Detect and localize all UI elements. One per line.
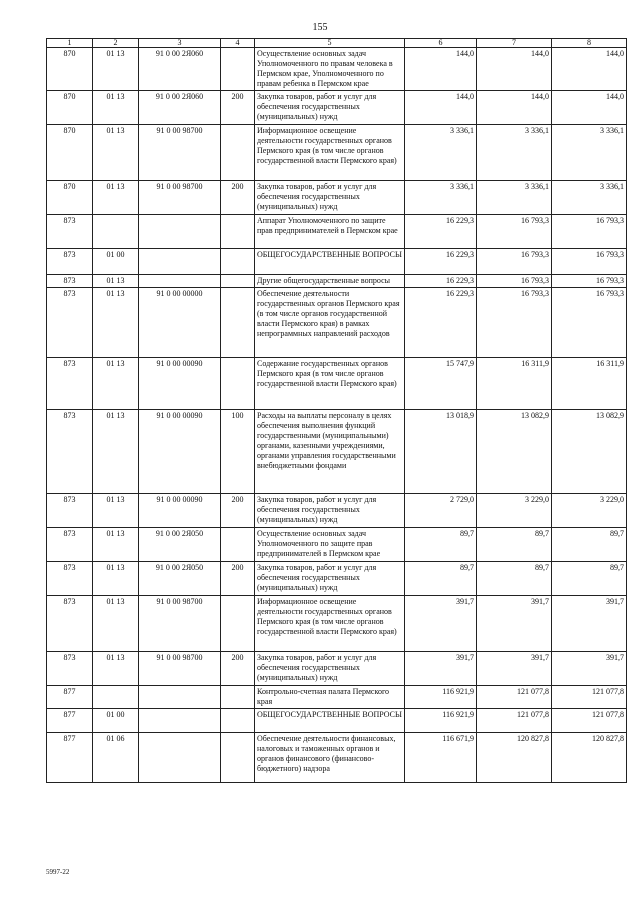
column-header: 8	[552, 39, 627, 48]
table-row	[47, 275, 627, 288]
table-cell: 120 827,8	[477, 733, 552, 783]
table-cell: 873	[47, 249, 93, 275]
table-cell: 01 13	[93, 288, 139, 358]
column-header: 7	[477, 39, 552, 48]
table-cell: Закупка товаров, работ и услуг для обеспечения государственных (муниципальных) нужд	[255, 91, 405, 125]
table-row	[47, 410, 627, 494]
table-row	[47, 494, 627, 528]
table-cell: 16 229,3	[405, 249, 477, 275]
table-cell: 391,7	[477, 652, 552, 686]
table-cell: 391,7	[552, 652, 627, 686]
table-row	[47, 125, 627, 181]
table-cell: 100	[221, 410, 255, 494]
table-cell: 144,0	[552, 48, 627, 91]
column-header: 3	[139, 39, 221, 48]
table-cell	[221, 709, 255, 733]
table-cell: 89,7	[552, 562, 627, 596]
table-row	[47, 596, 627, 652]
table-row	[47, 91, 627, 125]
table-cell: Другие общегосударственные вопросы	[255, 275, 405, 288]
table-cell: 870	[47, 181, 93, 215]
table-cell	[221, 686, 255, 709]
table-cell: 01 13	[93, 528, 139, 562]
table-cell: 13 082,9	[477, 410, 552, 494]
table-cell: 91 0 00 98700	[139, 652, 221, 686]
table-cell: 144,0	[477, 91, 552, 125]
table-cell: 91 0 00 00090	[139, 410, 221, 494]
column-header: 6	[405, 39, 477, 48]
table-cell	[221, 125, 255, 181]
table-cell: Информационное освещение деятельности государственных органов Пермского края (в том числе органов государственной власти Пермского края)	[255, 125, 405, 181]
table-cell: 91 0 00 2Я050	[139, 562, 221, 596]
table-cell: 873	[47, 288, 93, 358]
table-cell: 873	[47, 358, 93, 410]
table-cell: 121 077,8	[477, 709, 552, 733]
table-cell: 873	[47, 494, 93, 528]
table-cell: Содержание государственных органов Пермского края (в том числе органов государственной власти Пермского края)	[255, 358, 405, 410]
table-cell: 391,7	[552, 596, 627, 652]
table-cell: 16 793,3	[552, 275, 627, 288]
table-cell: 01 13	[93, 275, 139, 288]
table-cell: 13 018,9	[405, 410, 477, 494]
table-cell	[221, 528, 255, 562]
table-cell: 3 336,1	[405, 181, 477, 215]
table-cell: Расходы на выплаты персоналу в целях обеспечения выполнения функций государственными (муниципальными) органами, казенными учреждениями, органами управления государственными внебюджетными фондами	[255, 410, 405, 494]
table-cell: 89,7	[477, 528, 552, 562]
table-cell: 200	[221, 91, 255, 125]
table-cell: Закупка товаров, работ и услуг для обеспечения государственных (муниципальных) нужд	[255, 652, 405, 686]
table-row	[47, 686, 627, 709]
table-cell: 3 229,0	[477, 494, 552, 528]
table-cell	[139, 249, 221, 275]
table-cell: 3 336,1	[405, 125, 477, 181]
table-cell: 873	[47, 215, 93, 249]
table-cell	[221, 733, 255, 783]
table-cell: 120 827,8	[552, 733, 627, 783]
table-cell: 89,7	[552, 528, 627, 562]
table-cell: 3 336,1	[552, 125, 627, 181]
table-cell: 91 0 00 2Я050	[139, 528, 221, 562]
table-cell: 91 0 00 2Я060	[139, 48, 221, 91]
table-cell	[221, 358, 255, 410]
table-cell: 391,7	[405, 596, 477, 652]
table-cell	[221, 275, 255, 288]
table-cell	[139, 275, 221, 288]
table-cell: 3 336,1	[552, 181, 627, 215]
table-cell: 16 229,3	[405, 275, 477, 288]
table-cell: Осуществление основных задач Уполномоченного по защите прав предпринимателей в Пермском крае	[255, 528, 405, 562]
table-cell	[139, 733, 221, 783]
table-cell: 16 793,3	[477, 288, 552, 358]
column-header: 1	[47, 39, 93, 48]
table-cell: 01 13	[93, 358, 139, 410]
table-cell	[139, 686, 221, 709]
table-cell: Закупка товаров, работ и услуг для обеспечения государственных (муниципальных) нужд	[255, 494, 405, 528]
table-cell: 877	[47, 686, 93, 709]
table-row	[47, 562, 627, 596]
table-cell: 91 0 00 2Я060	[139, 91, 221, 125]
table-cell: 16 229,3	[405, 288, 477, 358]
table-cell: 89,7	[477, 562, 552, 596]
table-cell: 200	[221, 494, 255, 528]
table-cell: 16 793,3	[552, 215, 627, 249]
table-cell: 01 13	[93, 562, 139, 596]
table-cell: 873	[47, 410, 93, 494]
table-cell: ОБЩЕГОСУДАРСТВЕННЫЕ ВОПРОСЫ	[255, 709, 405, 733]
table-cell: 16 229,3	[405, 215, 477, 249]
table-cell: 01 13	[93, 596, 139, 652]
column-header: 4	[221, 39, 255, 48]
table-cell: 01 13	[93, 181, 139, 215]
table-cell: Закупка товаров, работ и услуг для обеспечения государственных (муниципальных) нужд	[255, 562, 405, 596]
table-cell: 200	[221, 562, 255, 596]
table-cell: 873	[47, 652, 93, 686]
table-row	[47, 48, 627, 91]
table-cell: 01 06	[93, 733, 139, 783]
table-cell: 200	[221, 652, 255, 686]
table-cell	[221, 288, 255, 358]
table-cell: Закупка товаров, работ и услуг для обеспечения государственных (муниципальных) нужд	[255, 181, 405, 215]
table-cell: 16 311,9	[477, 358, 552, 410]
table-row	[47, 358, 627, 410]
table-cell: 89,7	[405, 528, 477, 562]
table-row	[47, 249, 627, 275]
table-cell: 16 793,3	[552, 249, 627, 275]
table-cell: 116 921,9	[405, 686, 477, 709]
column-header: 2	[93, 39, 139, 48]
table-cell: 16 793,3	[477, 215, 552, 249]
table-cell: ОБЩЕГОСУДАРСТВЕННЫЕ ВОПРОСЫ	[255, 249, 405, 275]
table-row	[47, 733, 627, 783]
table-cell: 121 077,8	[552, 709, 627, 733]
table-cell: 01 13	[93, 410, 139, 494]
table-cell	[93, 215, 139, 249]
table-cell: 91 0 00 98700	[139, 125, 221, 181]
table-cell: 116 671,9	[405, 733, 477, 783]
table-row	[47, 288, 627, 358]
table-cell	[93, 686, 139, 709]
table-cell: 873	[47, 596, 93, 652]
table-cell: Осуществление основных задач Уполномоченного по правам человека в Пермском крае, Уполномоченного по правам ребенка в Пермском крае	[255, 48, 405, 91]
budget-table	[46, 38, 627, 783]
table-cell: 01 13	[93, 125, 139, 181]
table-cell: 877	[47, 709, 93, 733]
table-cell	[221, 48, 255, 91]
table-cell: 01 13	[93, 494, 139, 528]
table-cell: 3 229,0	[552, 494, 627, 528]
table-cell: Обеспечение деятельности государственных органов Пермского края (в том числе органов государственной власти Пермского края) в рамках непрограммных направлений расходов	[255, 288, 405, 358]
table-cell: 01 00	[93, 249, 139, 275]
table-cell: 200	[221, 181, 255, 215]
table-cell	[221, 249, 255, 275]
table-cell: 116 921,9	[405, 709, 477, 733]
table-row	[47, 709, 627, 733]
table-row	[47, 181, 627, 215]
table-cell: 870	[47, 48, 93, 91]
page-number: 155	[312, 22, 328, 33]
table-cell: 144,0	[405, 48, 477, 91]
footer-code: 5997-22	[46, 868, 70, 876]
table-cell: 877	[47, 733, 93, 783]
table-cell: 144,0	[405, 91, 477, 125]
table-cell: 91 0 00 00090	[139, 358, 221, 410]
table-cell: 16 793,3	[477, 275, 552, 288]
table-cell: 16 793,3	[477, 249, 552, 275]
table-cell: Аппарат Уполномоченного по защите прав предпринимателей в Пермском крае	[255, 215, 405, 249]
table-cell: 01 13	[93, 652, 139, 686]
table-cell: 15 747,9	[405, 358, 477, 410]
table-cell: 01 00	[93, 709, 139, 733]
table-cell	[221, 596, 255, 652]
table-cell: 391,7	[477, 596, 552, 652]
table-cell: 01 13	[93, 91, 139, 125]
table-cell: 91 0 00 98700	[139, 181, 221, 215]
table-cell: 121 077,8	[477, 686, 552, 709]
table-cell: 3 336,1	[477, 181, 552, 215]
table-row	[47, 528, 627, 562]
table-cell: 2 729,0	[405, 494, 477, 528]
table-cell: 121 077,8	[552, 686, 627, 709]
table-cell: 3 336,1	[477, 125, 552, 181]
table-cell: 91 0 00 98700	[139, 596, 221, 652]
table-cell: 91 0 00 00090	[139, 494, 221, 528]
table-cell: 144,0	[477, 48, 552, 91]
table-cell: 144,0	[552, 91, 627, 125]
table-cell: 01 13	[93, 48, 139, 91]
table-cell: 13 082,9	[552, 410, 627, 494]
table-cell	[221, 215, 255, 249]
table-cell: Информационное освещение деятельности государственных органов Пермского края (в том числе органов государственной власти Пермского края)	[255, 596, 405, 652]
table-cell: 91 0 00 00000	[139, 288, 221, 358]
header-row	[47, 39, 627, 48]
table-cell: 870	[47, 91, 93, 125]
table-row	[47, 215, 627, 249]
table-cell: 873	[47, 562, 93, 596]
table-cell	[139, 709, 221, 733]
table-cell: Контрольно-счетная палата Пермского края	[255, 686, 405, 709]
table-cell: Обеспечение деятельности финансовых, налоговых и таможенных органов и органов финансового (финансово-бюджетного) надзора	[255, 733, 405, 783]
column-header: 5	[255, 39, 405, 48]
table-cell: 873	[47, 528, 93, 562]
table-cell: 16 793,3	[552, 288, 627, 358]
table-cell	[139, 215, 221, 249]
table-cell: 16 311,9	[552, 358, 627, 410]
table-row	[47, 652, 627, 686]
table-cell: 391,7	[405, 652, 477, 686]
table-cell: 870	[47, 125, 93, 181]
table-cell: 89,7	[405, 562, 477, 596]
table-cell: 873	[47, 275, 93, 288]
